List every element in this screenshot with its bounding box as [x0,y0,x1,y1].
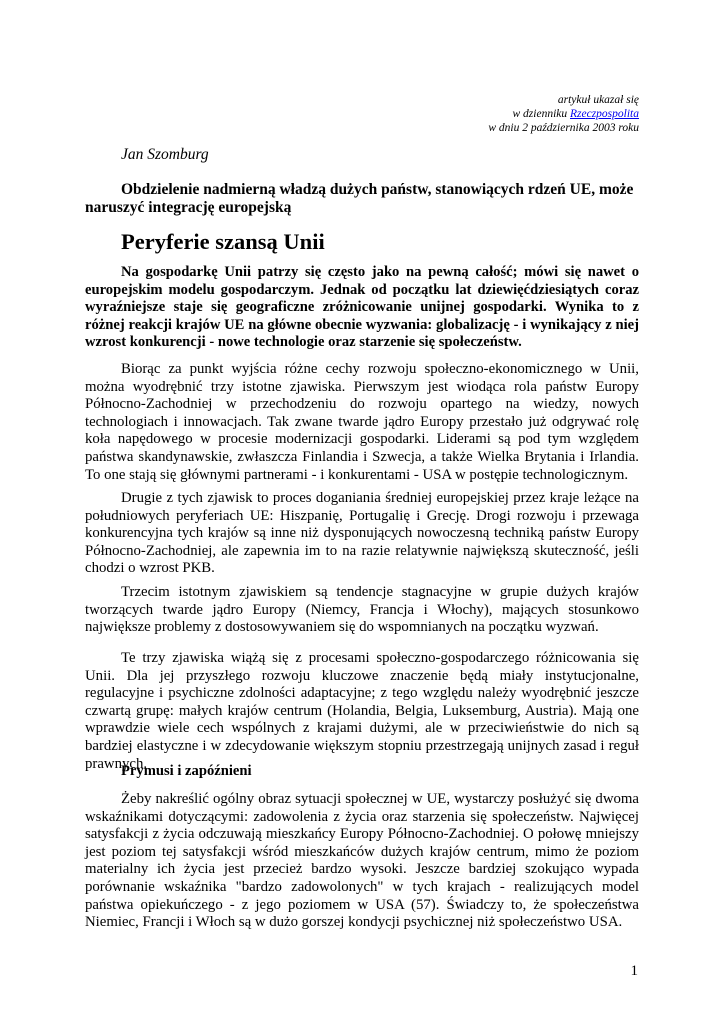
article-title: Peryferie szansą Unii [121,229,325,254]
page-number: 1 [630,963,638,979]
newspaper-link[interactable]: Rzeczpospolita [570,108,639,120]
author-name: Jan Szomburg [121,146,209,163]
body-paragraph-3: Trzecim istotnym zjawiskiem są tendencje stagnacyjne w grupie dużych krajów tworzących twarde jądro Europy (Niemcy, Francja i Włochy), mających stosunkowo największe problemy z dostosowywaniem się do wspomnianych na początku wyzwań. [85,584,639,636]
lead-paragraph: Na gospodarkę Unii patrzy się często jako na pewną całość; mówi się nawet o europejskim modelu gospodarczym. Jednak od początku lat dziewięćdziesiątych coraz wyraźniejsze staje się geograficzne zróżnicowanie unijnej gospodarki. Wynika to z różnej reakcji krajów UE na główne obecnie wyzwania: globalizację - i wynikający z niej wzrost konkurencji - nowe technologie oraz starzenie się społeczeństw. [85,264,639,351]
note-line-2-prefix: w dzienniku [512,108,570,120]
section-heading: Prymusi i zapóźnieni [121,763,252,779]
body-paragraph-1: Biorąc za punkt wyjścia różne cechy rozwoju społeczno-ekonomicznego w Unii, można wyodrębnić trzy istotne zjawiska. Pierwszym jest wiodąca rola państw Europy Północno-Zachodniej w przechodzeniu do rozwoju opartego na wiedzy, nowych technologiach i innowacjach. Tak zwane twarde jądro Europy przestało już odgrywać rolę koła napędowego w procesie modernizacji gospodarki. Liderami są pod tym względem państwa skandynawskie, zwłaszcza Finlandia i Szwecja, a także Wielka Brytania i Irlandia. To one stają się głównymi partnerami - i konkurentami - USA w postępie technologicznym. [85,361,639,483]
body-paragraph-5: Żeby nakreślić ogólny obraz sytuacji społecznej w UE, wystarczy posłużyć się dwoma wskaźnikami dotyczącymi: zadowolenia z życia oraz starzenia się społeczeństw. Najwięcej satysfakcji z życia odczuwają mieszkańcy Europy Północno-Zachodniej. O połowę mniejszy jest poziom tej satysfakcji wśród mieszkańców dużych krajów centrum, mimo że poziom materialny ich życia jest przecież bardzo wysoki. Jeszcze bardziej szokująco wypada porównanie wskaźnika "bardzo zadowolonych" w tych krajach - realizujących model państwa opiekuńczego - z jego poziomem w USA (57). Świadczy to, że społeczeństwa Niemiec, Francji i Włoch są w dużo gorszej kondycji psychicznej niż społeczeństwo USA. [85,791,639,931]
publication-note [488,93,639,135]
note-line-2 [488,107,639,121]
article-subtitle: Obdzielenie nadmierną władzą dużych państw, stanowiących rdzeń UE, może naruszyć integrację europejską [85,181,634,216]
body-paragraph-2: Drugie z tych zjawisk to proces doganiania średniej europejskiej przez kraje leżące na południowych peryferiach UE: Hiszpanię, Portugalię i Grecję. Drogi rozwoju i przewaga konkurencyjna tych krajów są inne niż dysponujących nowoczesną techniką państw Europy Północno-Zachodniej, ale zapewnia im to na razie relatywnie największą skuteczność, jeśli chodzi o wzrost PKB. [85,490,639,577]
note-line-1: artykuł ukazał się [557,94,639,106]
body-paragraph-4: Te trzy zjawiska wiążą się z procesami społeczno-gospodarczego różnicowania się Unii. Dla jej przyszłego rozwoju kluczowe znaczenie będą miały instytucjonalne, regulacyjne i psychiczne zdolności adaptacyjne; z tego względu należy wyodrębnić jeszcze czwartą grupę: małych krajów centrum (Holandia, Belgia, Luksemburg, Austria). Mają one wprawdzie wiele cech wspólnych z krajami dużymi, ale w przeciwieństwie do nich są bardziej elastyczne i w zdecydowanie większym stopniu przestrzegają unijnych zasad i reguł prawnych. [85,650,639,772]
note-line-3: w dniu 2 października 2003 roku [488,122,639,134]
